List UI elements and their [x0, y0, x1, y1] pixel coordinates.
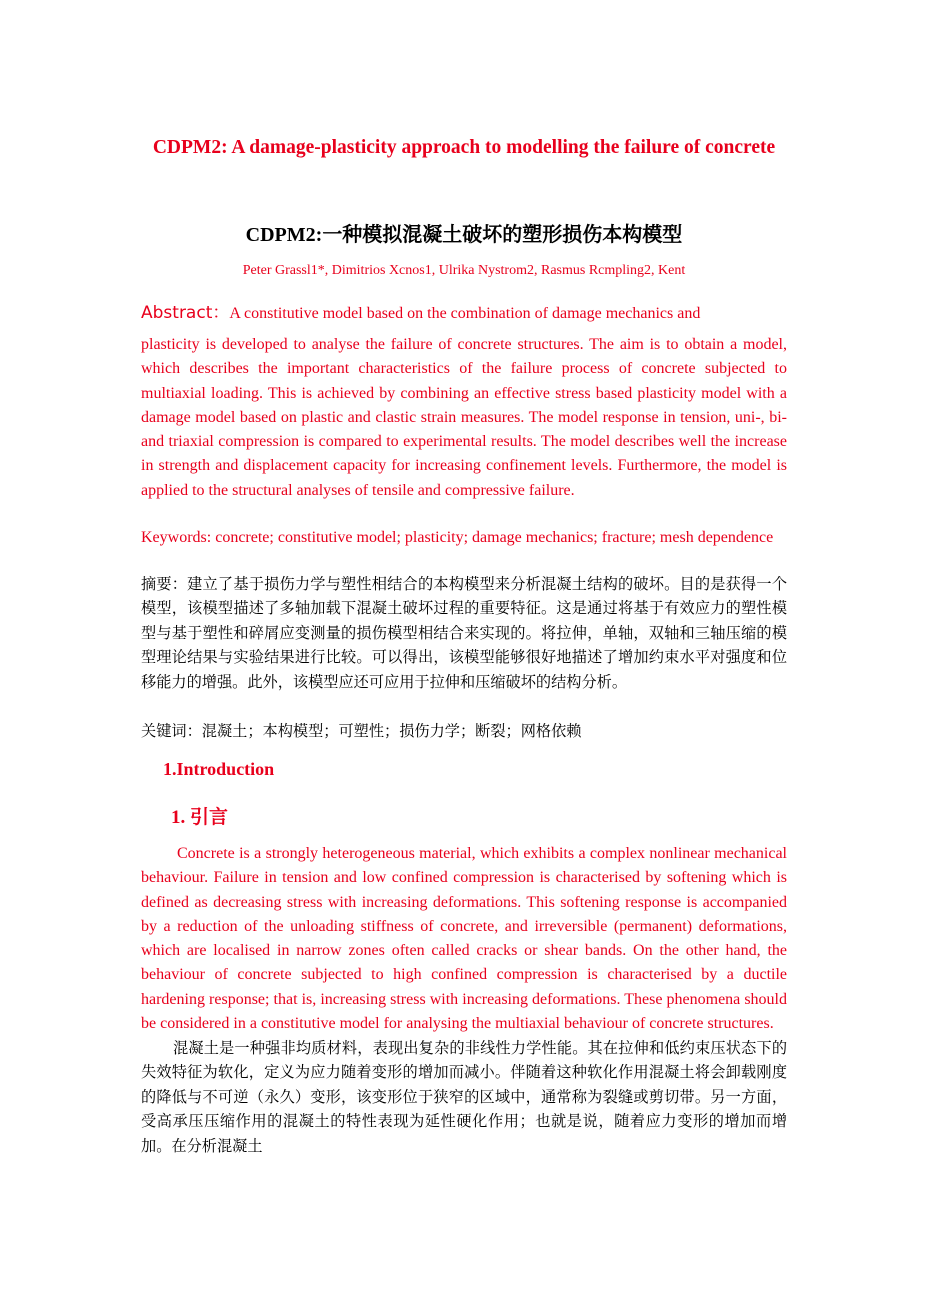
author-list: Peter Grassl1*, Dimitrios Xcnos1, Ulrika Nystrom2, Rasmus Rcmpling2, Kent: [242, 263, 686, 278]
abstract-first-line-text: A constitutive model based on the combination of damage mechanics and: [229, 305, 701, 322]
introduction-english: Concrete is a strongly heterogeneous material, which exhibits a complex nonlinear mechanical behaviour. Failure in tension and low confined compression is characterised by softening which is defined as decreasing stress with increasing deformations. This softening response is accompanied by a reduction of the unloading stiffness of concrete, and irreversible (permanent) deformations, which are localised in narrow zones often called cracks or shear bands. On the other hand, the behaviour of concrete subjected to high confined compression is characterised by a ductile hardening response; that is, increasing stress with increasing deformations. These phenomena should be considered in a constitutive model for analysing the multiaxial behaviour of concrete structures.: [141, 845, 787, 1033]
keywords-english: Keywords: concrete; constitutive model; plasticity; damage mechanics; fracture; mesh dependence: [141, 529, 774, 546]
abstract-chinese: 摘要：建立了基于损伤力学与塑性相结合的本构模型来分析混凝土结构的破坏。目的是获得一个模型，该模型描述了多轴加载下混凝土破坏过程的重要特征。这是通过将基于有效应力的塑性模型与基于塑性和碎屑应变测量的损伤模型相结合来实现的。将拉伸，单轴，双轴和三轴压缩的模型理论结果与实验结果进行比较。可以得出，该模型能够很好地描述了增加约束水平对强度和位移能力的增强。此外，该模型应还可应用于拉伸和压缩破坏的结构分析。: [141, 575, 787, 691]
introduction-chinese: 混凝土是一种强非均质材料，表现出复杂的非线性力学性能。其在拉伸和低约束压状态下的失效特征为软化，定义为应力随着变形的增加而减小。伴随着这种软化作用混凝土将会卸载刚度的降低与不可逆（永久）变形，该变形位于狭窄的区域中，通常称为裂缝或剪切带。另一方面，受高承压压缩作用的混凝土的特性表现为延性硬化作用；也就是说，随着应力变形的增加而增加。在分析混凝土: [141, 1039, 787, 1155]
abstract-english: [141, 294, 787, 503]
keywords-chinese: 关键词：混凝土；本构模型；可塑性；损伤力学；断裂；网格依赖: [141, 722, 582, 740]
abstract-label: Abstract：: [141, 303, 230, 323]
paper-title-chinese: CDPM2:一种模拟混凝土破坏的塑形损伤本构模型: [245, 224, 683, 246]
paper-title-english: CDPM2: A damage-plasticity approach to modelling the failure of concrete: [152, 137, 776, 158]
abstract-body: plasticity is developed to analyse the failure of concrete structures. The aim is to obtain a model, which describes the important characteristics of the failure process of concrete subjected to multiaxial loading. This is achieved by combining an effective stress based plasticity model with a damage model based on plastic and clastic strain measures. The model response in tension, uni-, bi- and triaxial compression is compared to experimental results. The model describes well the increase in strength and displacement capacity for increasing confinement levels. Furthermore, the model is applied to the structural analyses of tensile and compressive failure.: [141, 336, 787, 499]
abstract-first-line: [141, 294, 787, 333]
section-heading-english: 1.Introduction: [163, 759, 275, 779]
section-heading-chinese: 1. 引言: [171, 807, 229, 828]
